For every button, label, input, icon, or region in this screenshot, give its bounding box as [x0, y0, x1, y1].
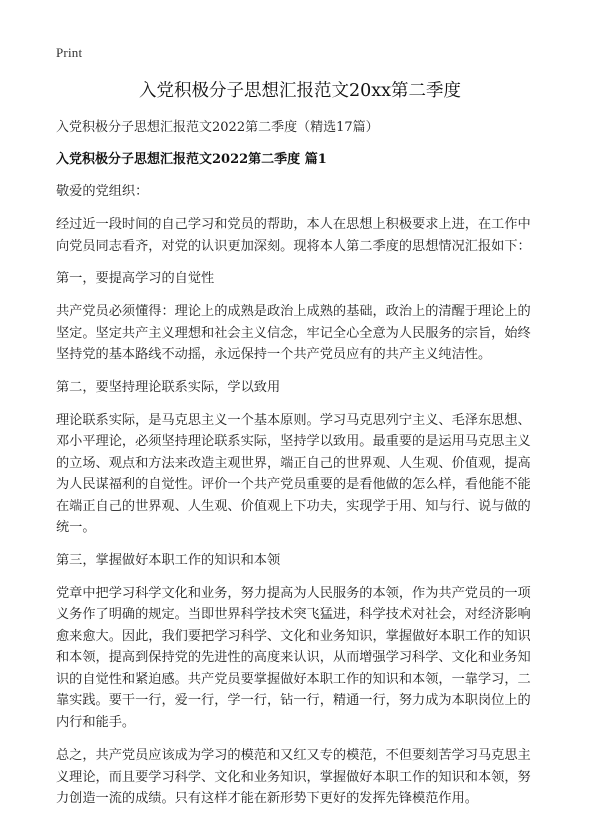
paragraph-line: 内行和能手。 [56, 714, 136, 730]
document-title: 入党积极分子思想汇报范文20xx第二季度 [138, 81, 461, 101]
paragraph-line: 力创造一流的成绩。只有这样才能在新形势下更好的发挥先锋模范作用。 [56, 791, 478, 806]
paragraph-line: 邓小平理论，必须坚持理论联系实际，坚持学以致用。最重要的是运用马克思主义 [56, 434, 531, 449]
document-subtitle: 入党积极分子思想汇报范文2022第二季度（精选17篇） [56, 120, 379, 135]
paragraph-line: 愈来愈大。因此，我们要把学习科学、文化和业务知识，掌握做好本职工作的知识 [56, 628, 531, 644]
paragraph-line: 第一，要提高学习的自觉性 [56, 271, 215, 286]
paragraph [56, 583, 550, 734]
paragraph [56, 214, 550, 257]
paragraph-line: 为人民谋福利的自觉性。评价一个共产党员重要的是看他做的怎么样，看他能不能 [56, 477, 531, 492]
paragraph-line: 总之，共产党员应该成为学习的模范和又红又专的模范，不但要刻苦学习马克思主 [56, 748, 531, 763]
paragraph-line: 和本领，提高到保持党的先进性的高度来认识，从而增强学习科学、文化和业务知 [56, 650, 531, 665]
paragraph-line: 共产党员必须懂得：理论上的成熟是政治上成熟的基础，政治上的清醒于理论上的 [56, 304, 531, 319]
paragraph [56, 745, 550, 810]
document-content [56, 118, 550, 822]
paragraph-line: 在端正自己的世界观、人生观、价值观上下功夫，实现学于用、知与行、说与做的 [56, 498, 531, 514]
paragraph-line: 义务作了明确的规定。当即世界科学技术突飞猛进，科学技术对社会，对经济影响 [56, 607, 531, 622]
paragraph [56, 551, 550, 571]
paragraph-line: 经过近一段时间的自己学习和党员的帮助，本人在思想上积极要求上进，在工作中 [56, 217, 531, 232]
paragraph-line: 的立场、观点和方法来改造主观世界，端正自己的世界观、人生观、价值观，提高 [56, 455, 531, 471]
paragraph-line: 党章中把学习科学文化和业务，努力提高为人民服务的本领，作为共产党员的一项 [56, 585, 531, 601]
paragraph-line: 义理论，而且要学习科学、文化和业务知识，掌握做好本职工作的知识和本领，努 [56, 769, 531, 785]
print-link[interactable]: Print [56, 45, 83, 60]
paragraph-line: 敬爱的党组织： [56, 184, 149, 199]
paragraph [56, 269, 550, 289]
paragraph-line: 统一。 [56, 520, 96, 535]
paragraph-line: 第三，掌握做好本职工作的知识和本领 [56, 552, 281, 568]
paragraph-line: 理论联系实际，是马克思主义一个基本原则。学习马克思列宁主义、毛泽东思想、 [56, 412, 531, 428]
paragraph-line: 识的自觉性和紧迫感。共产党员要掌握做好本职工作的知识和本领，一靠学习，二 [56, 671, 531, 687]
paragraph-line: 靠实践。要干一行，爱一行，学一行，钻一行，精通一行，努力成为本职岗位上的 [56, 693, 531, 708]
paragraph-list [56, 182, 550, 810]
paragraph [56, 301, 550, 366]
paragraph-line: 第二，要坚持理论联系实际，学以致用 [56, 379, 281, 395]
paragraph [56, 182, 550, 202]
paragraph [56, 410, 550, 539]
paragraph-line: 向党员同志看齐，对党的认识更加深刻。现将本人第二季度的思想情况汇报如下： [56, 238, 531, 254]
paragraph-line: 坚持党的基本路线不动摇，永远保持一个共产党员应有的共产主义纯洁性。 [56, 347, 492, 362]
paragraph [56, 378, 550, 398]
section-heading: 入党积极分子思想汇报范文2022第二季度 篇1 [56, 152, 327, 167]
paragraph-line: 坚定。坚定共产主义理想和社会主义信念，牢记全心全意为人民服务的宗旨，始终 [56, 325, 531, 341]
